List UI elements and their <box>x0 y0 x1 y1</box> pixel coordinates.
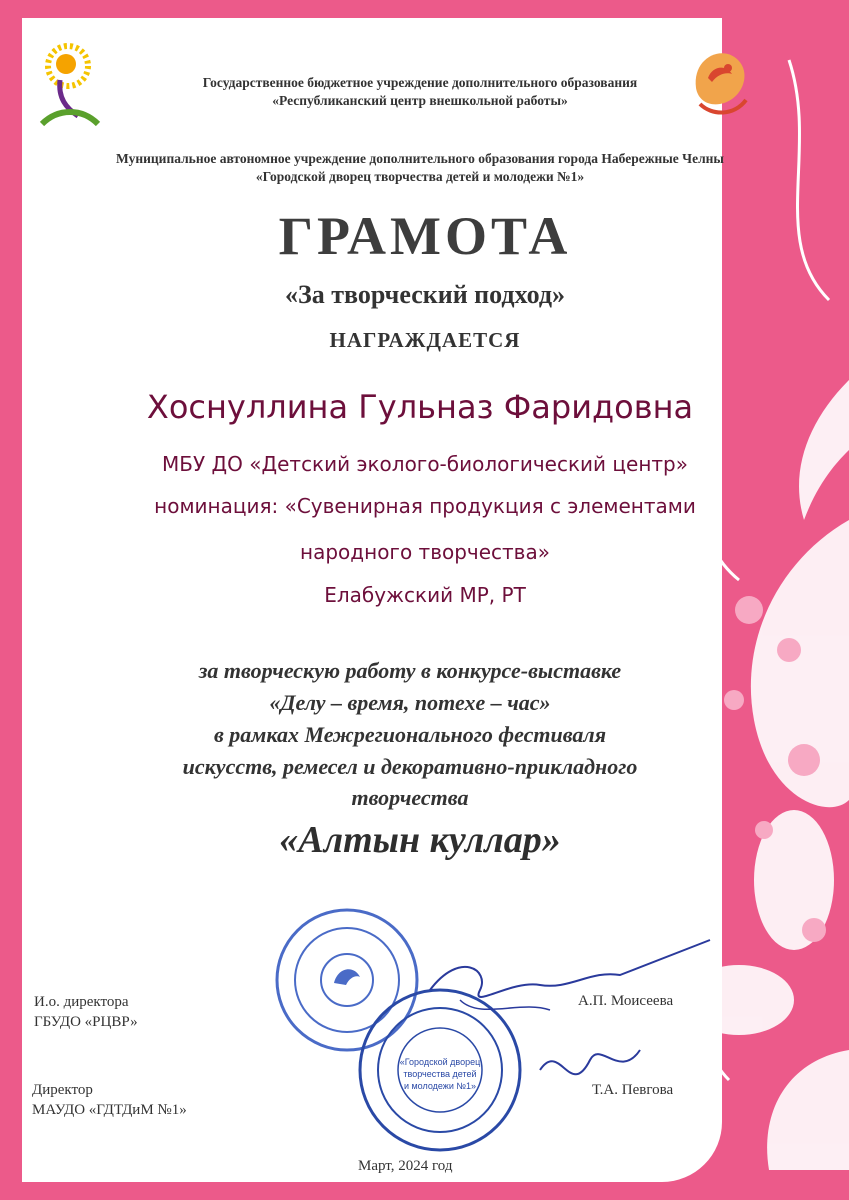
municipal-line-2: «Городской дворец творчества детей и молодежи №1» <box>255 169 585 184</box>
festival-name: «Алтын куллар» <box>279 819 561 861</box>
organizer-line-1: Государственное бюджетное учреждение дополнительного образования <box>202 75 638 90</box>
municipal-line-1: Муниципальное автономное учреждение дополнительного образования города Набережные Челны <box>116 151 724 166</box>
certificate-subtitle: «За творческий подход» <box>285 280 565 309</box>
signatures-ink <box>420 930 720 1130</box>
work-line-3: в рамках Межрегионального фестиваля <box>213 722 607 747</box>
signer-1-title <box>34 992 138 1032</box>
nomination-line-2: народного творчества» <box>300 540 550 564</box>
recipient-name: Хоснуллина Гульназ Фаридовна <box>146 388 694 426</box>
work-line-1: за творческую работу в конкурсе-выставке <box>198 658 622 683</box>
work-line-5: творчества <box>351 785 469 810</box>
nomination-line-1: номинация: «Сувенирная продукция с элементами <box>154 494 696 518</box>
municipal-header <box>60 150 780 186</box>
work-line-4: искусств, ремесел и декоративно-прикладного <box>182 754 638 779</box>
issue-date: Март, 2024 год <box>358 1158 453 1174</box>
svg-text:и молодежи №1»: и молодежи №1» <box>403 1081 477 1091</box>
svg-text:«Городской дворец: «Городской дворец <box>399 1057 481 1067</box>
signer-1-org: ГБУДО «РЦВР» <box>34 1014 138 1030</box>
signer-2-position: Директор <box>32 1082 93 1098</box>
institution: МБУ ДО «Детский эколого-биологический центр» <box>162 452 688 476</box>
region: Елабужский МР, РТ <box>324 583 526 607</box>
svg-text:творчества детей: творчества детей <box>403 1069 477 1079</box>
signer-2-name: Т.А. Певгова <box>592 1082 674 1098</box>
organizer-line-2: «Республиканский центр внешкольной работы» <box>272 93 568 108</box>
organizer-header <box>130 74 710 110</box>
certificate-title: ГРАМОТА <box>278 206 572 266</box>
award-label: НАГРАЖДАЕТСЯ <box>329 328 521 352</box>
signer-2-title <box>32 1080 187 1120</box>
signer-1-position: И.о. директора <box>34 994 129 1010</box>
work-line-2: «Делу – время, потехе – час» <box>269 690 551 715</box>
signer-1-name: А.П. Моисеева <box>578 993 674 1009</box>
signer-2-org: МАУДО «ГДТДиМ №1» <box>32 1102 187 1118</box>
rcvr-logo <box>38 38 102 134</box>
